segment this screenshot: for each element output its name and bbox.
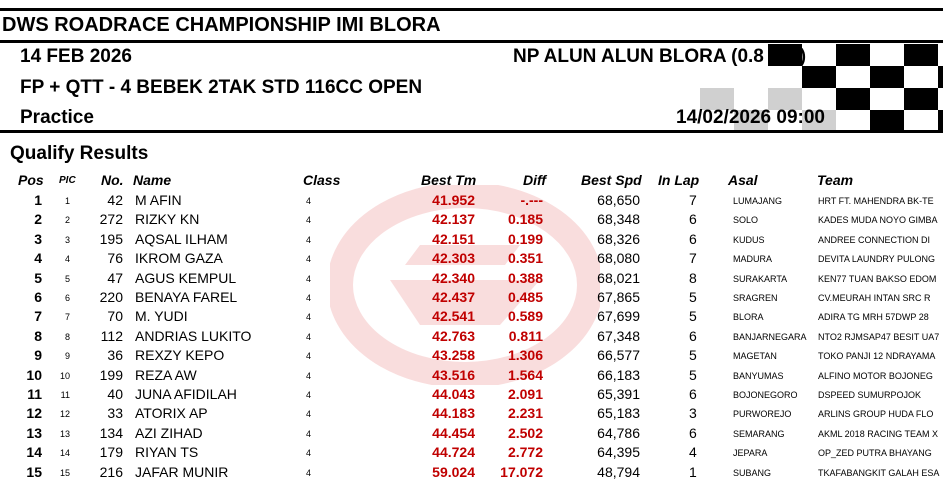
table-row <box>0 270 943 289</box>
checker-square <box>802 44 836 66</box>
result-best-speed: 68,348 <box>597 211 640 228</box>
result-no: 33 <box>107 405 123 422</box>
result-in-lap: 7 <box>689 192 697 208</box>
result-best-time: 42.303 <box>432 250 475 267</box>
result-best-speed: 68,080 <box>597 250 640 267</box>
checker-square <box>836 110 870 132</box>
result-best-speed: 67,865 <box>597 289 640 305</box>
result-asal: SRAGREN <box>733 293 778 303</box>
result-team: TKAFABANGKIT GALAH ESA <box>818 467 940 478</box>
table-row <box>0 464 943 483</box>
result-pic: 9 <box>64 351 70 362</box>
result-team: TOKO PANJI 12 NDRAYAMA <box>818 351 936 362</box>
result-team: KADES MUDA NOYO GIMBA <box>818 215 938 226</box>
table-row <box>0 425 943 444</box>
checker-square <box>700 66 734 88</box>
result-best-time: 42.763 <box>432 327 475 344</box>
result-pos: 8 <box>34 327 42 344</box>
result-class: 4 <box>306 351 312 362</box>
result-no: 272 <box>99 211 123 228</box>
result-asal: JEPARA <box>733 448 768 459</box>
result-no: 216 <box>99 463 123 480</box>
result-diff: 0.589 <box>507 308 543 325</box>
result-pos: 2 <box>34 211 42 228</box>
col-header-pos: Pos <box>18 172 44 188</box>
col-header-best-spd: Best Spd <box>581 172 642 188</box>
col-header-name: Name <box>133 172 172 188</box>
result-asal: SUBANG <box>733 467 772 478</box>
result-name: RIYAN TS <box>135 444 199 461</box>
result-asal: SOLO <box>733 215 759 226</box>
result-pic: 7 <box>64 312 70 323</box>
checker-square <box>870 88 904 110</box>
result-pos: 5 <box>34 269 42 286</box>
result-best-time: 42.151 <box>432 230 475 247</box>
result-name: IKROM GAZA <box>135 250 223 267</box>
result-class: 4 <box>306 312 312 323</box>
result-class: 4 <box>306 409 312 420</box>
result-best-speed: 48,794 <box>597 463 640 480</box>
result-best-speed: 66,183 <box>597 366 640 383</box>
result-team: ALFINO MOTOR BOJONEG <box>818 370 933 381</box>
result-name: AGUS KEMPUL <box>135 269 237 286</box>
result-diff: 2.772 <box>507 444 543 461</box>
result-class: 4 <box>306 448 312 459</box>
result-pic: 11 <box>60 390 70 400</box>
result-pos: 7 <box>34 308 42 325</box>
result-no: 220 <box>99 289 123 305</box>
result-asal: PURWOREJO <box>733 409 792 420</box>
col-header-pic: PIC <box>59 175 76 186</box>
session-label: Practice <box>20 107 94 128</box>
result-best-speed: 66,577 <box>597 347 640 364</box>
result-in-lap: 6 <box>689 211 697 228</box>
result-pos: 12 <box>26 405 42 422</box>
result-pic: 14 <box>59 448 70 459</box>
col-header-asal: Asal <box>728 172 758 188</box>
result-best-time: 42.437 <box>432 289 475 305</box>
result-name: M AFIN <box>135 192 182 208</box>
result-best-speed: 64,786 <box>597 424 640 441</box>
result-best-time: 43.258 <box>432 347 475 364</box>
result-in-lap: 6 <box>689 230 697 247</box>
result-diff: 1.306 <box>507 347 543 364</box>
checker-square <box>938 66 943 88</box>
result-diff: 0.185 <box>507 211 543 228</box>
result-pic: 6 <box>64 293 70 303</box>
result-no: 112 <box>100 327 123 344</box>
result-best-time: 42.541 <box>432 308 475 325</box>
result-asal: BANYUMAS <box>733 370 784 381</box>
col-header-class: Class <box>303 172 341 188</box>
result-best-speed: 68,326 <box>597 230 640 247</box>
result-name: JAFAR MUNIR <box>135 463 229 480</box>
checker-square <box>938 88 943 110</box>
result-team: DEVITA LAUNDRY PULONG <box>818 254 936 265</box>
session-datetime: 14/02/2026 09:00 <box>676 107 825 128</box>
table-row <box>0 367 943 386</box>
table-row <box>0 250 943 269</box>
result-team: ANDREE CONNECTION DI <box>818 234 931 245</box>
result-pic: 10 <box>59 370 70 381</box>
result-name: AZI ZIHAD <box>135 424 203 441</box>
result-in-lap: 8 <box>689 269 697 286</box>
checker-square <box>904 44 938 66</box>
table-row <box>0 231 943 250</box>
result-diff: 2.091 <box>507 386 543 402</box>
result-diff: 0.485 <box>507 289 543 305</box>
result-no: 42 <box>107 192 123 208</box>
result-best-time: 44.454 <box>432 424 475 441</box>
result-best-speed: 68,650 <box>597 192 640 208</box>
checker-square <box>836 44 870 66</box>
result-pos: 9 <box>34 347 42 364</box>
result-name: M. YUDI <box>135 308 188 325</box>
result-asal: SURAKARTA <box>733 273 788 284</box>
result-team: HRT FT. MAHENDRA BK-TE <box>818 196 934 206</box>
result-pic: 8 <box>64 331 70 342</box>
result-class: 4 <box>306 467 312 478</box>
result-pos: 4 <box>34 250 42 267</box>
section-title: Qualify Results <box>10 143 149 164</box>
table-row <box>0 444 943 463</box>
result-best-time: 42.137 <box>432 211 475 228</box>
result-best-time: 59.024 <box>432 463 475 480</box>
result-best-time: 42.340 <box>432 269 475 286</box>
table-row <box>0 308 943 327</box>
result-best-speed: 67,348 <box>597 327 640 344</box>
result-no: 36 <box>107 347 123 364</box>
result-asal: BOJONEGORO <box>733 390 798 400</box>
result-class: 4 <box>306 428 312 439</box>
result-pos: 6 <box>34 289 42 305</box>
checker-square <box>904 88 938 110</box>
header-rule <box>0 130 943 133</box>
result-in-lap: 5 <box>689 366 697 383</box>
result-pos: 1 <box>34 192 42 208</box>
result-no: 70 <box>107 308 123 325</box>
result-in-lap: 5 <box>689 347 697 364</box>
result-team: OP_ZED PUTRA BHAYANG <box>818 448 932 459</box>
table-row <box>0 328 943 347</box>
table-row <box>0 405 943 424</box>
checker-square <box>734 66 768 88</box>
result-pic: 13 <box>59 428 70 439</box>
checker-square <box>836 88 870 110</box>
result-class: 4 <box>306 293 312 303</box>
result-pic: 3 <box>64 234 70 245</box>
class-title: FP + QTT - 4 BEBEK 2TAK STD 116CC OPEN <box>20 77 423 98</box>
result-class: 4 <box>306 234 312 245</box>
result-diff: 0.351 <box>507 250 543 267</box>
result-pic: 4 <box>64 254 70 265</box>
result-asal: LUMAJANG <box>733 196 783 206</box>
result-name: ATORIX AP <box>135 405 208 422</box>
col-header-diff: Diff <box>523 172 547 188</box>
result-pic: 5 <box>64 273 70 284</box>
result-pos: 11 <box>27 386 42 402</box>
result-team: ADIRA TG MRH 57DWP 28 <box>818 312 929 323</box>
result-pic: 1 <box>64 196 70 206</box>
result-asal: MAGETAN <box>733 351 777 362</box>
col-header-no: No. <box>101 172 124 188</box>
result-best-speed: 68,021 <box>597 269 640 286</box>
result-no: 40 <box>107 386 123 402</box>
result-class: 4 <box>306 331 312 342</box>
table-row <box>0 386 943 405</box>
checker-square <box>768 66 802 88</box>
col-header-team: Team <box>817 172 854 188</box>
result-best-speed: 64,395 <box>597 444 640 461</box>
result-name: AQSAL ILHAM <box>135 230 228 247</box>
result-class: 4 <box>306 273 312 284</box>
result-team: ARLINS GROUP HUDA FLO <box>818 409 934 420</box>
result-team: NTO2 RJMSAP47 BESIT UA7 <box>818 331 940 342</box>
result-team: AKML 2018 RACING TEAM X <box>818 428 939 439</box>
result-team: CV.MEURAH INTAN SRC R <box>818 293 931 303</box>
result-in-lap: 5 <box>689 308 697 325</box>
result-asal: SEMARANG <box>733 428 785 439</box>
result-best-time: 44.043 <box>432 386 475 402</box>
result-pos: 3 <box>34 230 42 247</box>
result-diff: 0.811 <box>508 327 543 344</box>
result-name: BENAYA FAREL <box>135 289 238 305</box>
col-header-best-tm: Best Tm <box>421 172 477 188</box>
result-pos: 15 <box>26 463 42 480</box>
result-asal: BANJARNEGARA <box>733 331 807 342</box>
result-class: 4 <box>306 215 312 226</box>
result-no: 47 <box>107 269 123 286</box>
checker-square <box>904 66 938 88</box>
result-in-lap: 6 <box>689 386 697 402</box>
result-no: 134 <box>99 424 123 441</box>
checker-square <box>870 44 904 66</box>
result-class: 4 <box>306 370 312 381</box>
result-diff: 1.564 <box>507 366 543 383</box>
result-diff: -.--- <box>520 192 543 208</box>
result-class: 4 <box>306 390 312 400</box>
event-title: DWS ROADRACE CHAMPIONSHIP IMI BLORA <box>2 14 441 36</box>
table-row <box>0 211 943 230</box>
event-date: 14 FEB 2026 <box>20 46 132 67</box>
result-diff: 0.388 <box>507 269 543 286</box>
result-best-time: 44.183 <box>432 405 475 422</box>
checker-square <box>802 66 836 88</box>
result-in-lap: 4 <box>689 444 697 461</box>
checker-square <box>870 110 904 132</box>
result-team: KEN77 TUAN BAKSO EDOM <box>818 273 937 284</box>
result-diff: 17.072 <box>500 463 543 480</box>
result-in-lap: 3 <box>689 405 697 422</box>
title-rule <box>0 40 943 43</box>
result-name: JUNA AFIDILAH <box>135 386 237 402</box>
result-best-time: 44.724 <box>432 444 475 461</box>
result-in-lap: 1 <box>689 463 697 480</box>
table-row <box>0 289 943 308</box>
result-diff: 0.199 <box>507 230 543 247</box>
result-diff: 2.502 <box>507 424 543 441</box>
result-name: REZA AW <box>135 366 197 383</box>
top-rule <box>0 8 943 11</box>
venue-label: NP ALUN ALUN BLORA (0.8 Km) <box>513 46 807 67</box>
result-pic: 12 <box>59 409 70 420</box>
result-best-speed: 67,699 <box>597 308 640 325</box>
result-name: ANDRIAS LUKITO <box>135 327 252 344</box>
result-class: 4 <box>306 196 312 206</box>
result-pos: 14 <box>26 444 42 461</box>
result-pos: 10 <box>26 366 42 383</box>
result-no: 199 <box>99 366 123 383</box>
result-best-time: 41.952 <box>432 192 475 208</box>
table-row <box>0 347 943 366</box>
result-asal: KUDUS <box>733 234 765 245</box>
result-pic: 15 <box>59 467 70 478</box>
result-pic: 2 <box>64 215 70 226</box>
result-class: 4 <box>306 254 312 265</box>
result-no: 195 <box>99 230 123 247</box>
col-header-in-lap: In Lap <box>658 172 700 188</box>
result-no: 76 <box>107 250 123 267</box>
checker-square <box>938 44 943 66</box>
result-team: DSPEED SUMURPOJOK <box>818 390 922 400</box>
result-in-lap: 6 <box>689 424 697 441</box>
checker-square <box>938 110 943 132</box>
result-pos: 13 <box>26 424 42 441</box>
table-row <box>0 192 943 211</box>
result-no: 179 <box>99 444 123 461</box>
result-in-lap: 5 <box>689 289 697 305</box>
result-in-lap: 6 <box>689 327 697 344</box>
result-asal: MADURA <box>733 254 773 265</box>
result-diff: 2.231 <box>507 405 543 422</box>
result-name: REXZY KEPO <box>135 347 225 364</box>
result-asal: BLORA <box>733 312 764 323</box>
checker-square <box>870 66 904 88</box>
result-best-time: 43.516 <box>432 366 475 383</box>
result-best-speed: 65,391 <box>597 386 640 402</box>
result-in-lap: 7 <box>689 250 697 267</box>
checker-square <box>836 66 870 88</box>
result-name: RIZKY KN <box>135 211 200 228</box>
checker-square <box>904 110 938 132</box>
result-best-speed: 65,183 <box>597 405 640 422</box>
